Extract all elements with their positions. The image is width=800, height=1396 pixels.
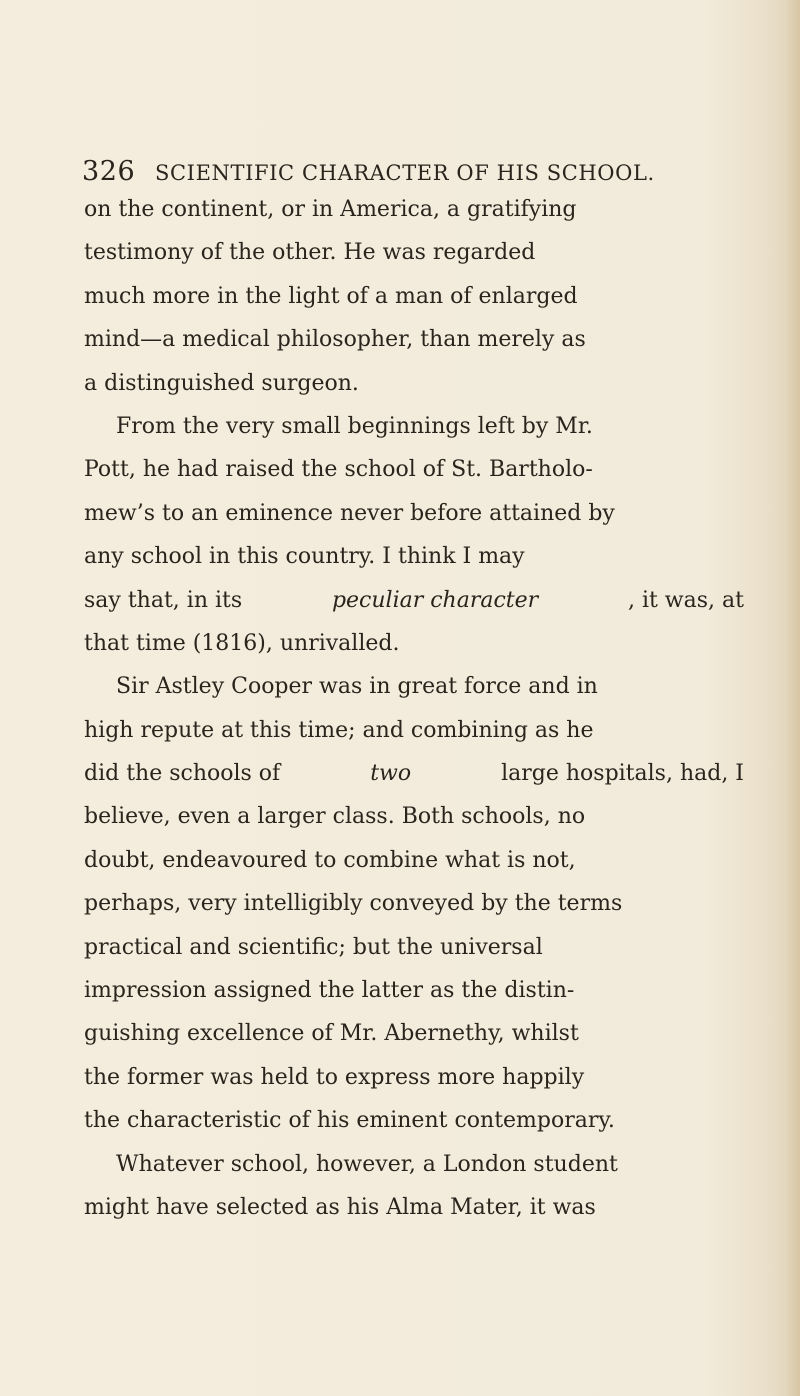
text-line: much more in the light of a man of enlarged: [84, 283, 578, 309]
text-line-with-italic: [84, 752, 744, 795]
text-line: impression assigned the latter as the distin-: [84, 978, 575, 1004]
text-line: on the continent, or in America, a gratifying: [84, 197, 577, 222]
text-line: testimony of the other. He was regarded: [84, 240, 536, 266]
paragraph-end-line: that time (1816), unrivalled.: [84, 630, 400, 656]
italic-word: two: [370, 761, 412, 787]
text-line: might have selected as his Alma Mater, it was: [84, 1194, 596, 1220]
text-line: mind—a medical philosopher, than merely as: [84, 327, 586, 353]
line-text: , it was, at: [627, 587, 744, 613]
text-line-with-italic: [84, 579, 744, 622]
text-line: doubt, endeavoured to combine what is not,: [84, 847, 576, 873]
text-line: practical and scientific; but the universal: [84, 934, 543, 960]
body-text: [84, 188, 744, 1229]
text-line: the former was held to express more happily: [84, 1064, 585, 1090]
text-line: Pott, he had raised the school of St. Bartholo-: [84, 457, 593, 483]
line-text: say that, in its: [84, 587, 243, 613]
text-line: high repute at this time; and combining as he: [84, 717, 594, 743]
line-text: did the schools of: [84, 761, 281, 787]
line-text: large hospitals, had, I: [501, 761, 744, 787]
text-line: perhaps, very intelligibly conveyed by the terms: [84, 891, 623, 917]
text-line: mew’s to an eminence never before attained by: [84, 500, 615, 526]
paragraph-start-line: Whatever school, however, a London student: [116, 1151, 618, 1177]
text-line: believe, even a larger class. Both schools, no: [84, 804, 586, 830]
paragraph-start-line: From the very small beginnings left by Mr.: [116, 413, 593, 439]
paragraph-end-line: a distinguished surgeon.: [84, 370, 359, 396]
italic-phrase: peculiar character: [331, 587, 539, 613]
page-edge-shading: [786, 0, 800, 1396]
paragraph-end-line: the characteristic of his eminent contemporary.: [84, 1108, 615, 1134]
text-line: any school in this country. I think I may: [84, 544, 525, 570]
running-header: [82, 156, 742, 187]
running-title: SCIENTIFIC CHARACTER OF HIS SCHOOL.: [155, 161, 655, 185]
text-line: guishing excellence of Mr. Abernethy, whilst: [84, 1021, 579, 1047]
page-number: 326: [82, 156, 136, 187]
paragraph-start-line: Sir Astley Cooper was in great force and in: [116, 674, 598, 700]
